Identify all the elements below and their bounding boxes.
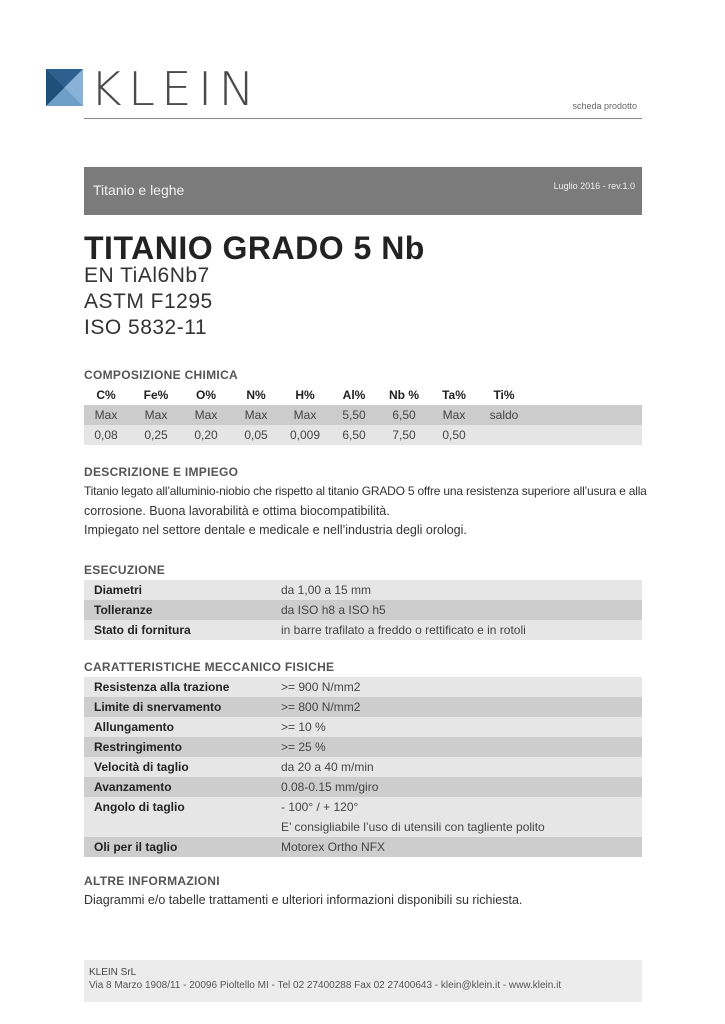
table-row bbox=[84, 580, 642, 600]
row-value: da 1,00 a 15 mm bbox=[281, 583, 372, 597]
comp-cell: 5,50 bbox=[342, 408, 366, 422]
revision-info: Luglio 2016 - rev.1.0 bbox=[553, 181, 635, 191]
comp-cell: Max bbox=[194, 408, 218, 422]
comp-cell: 7,50 bbox=[392, 428, 416, 442]
comp-header-cell: Ti% bbox=[493, 388, 515, 402]
row-value: E’ consigliabile l’uso di utensili con tagliente polito bbox=[281, 820, 545, 834]
comp-cell: saldo bbox=[489, 408, 519, 422]
row-key: Limite di snervamento bbox=[94, 700, 222, 714]
standard-astm: ASTM F1295 bbox=[84, 290, 213, 313]
category-title: Titanio e leghe bbox=[93, 182, 185, 198]
composition-row bbox=[84, 425, 642, 445]
comp-header-cell: N% bbox=[246, 388, 266, 402]
comp-cell: 0,50 bbox=[442, 428, 466, 442]
table-row bbox=[84, 817, 642, 837]
comp-header-cell: Ta% bbox=[442, 388, 466, 402]
row-value: Motorex Ortho NFX bbox=[281, 840, 386, 854]
composition-table bbox=[84, 385, 642, 445]
row-value: 0.08-0.15 mm/giro bbox=[281, 780, 379, 794]
comp-header-cell: Al% bbox=[342, 388, 366, 402]
comp-cell: Max bbox=[144, 408, 168, 422]
comp-cell: 0,05 bbox=[244, 428, 268, 442]
mechanical-table bbox=[84, 677, 642, 857]
row-value: da 20 a 40 m/min bbox=[281, 760, 374, 774]
footer bbox=[84, 960, 642, 1002]
other-info-text: Diagrammi e/o tabelle trattamenti e ulteriori informazioni disponibili su richiesta. bbox=[84, 893, 523, 907]
table-row bbox=[84, 777, 642, 797]
table-row bbox=[84, 797, 642, 817]
description-line: Titanio legato all’alluminio-niobio che rispetto al titanio GRADO 5 offre una resistenza superiore all’usura e alla bbox=[84, 484, 647, 498]
standard-en: EN TiAl6Nb7 bbox=[84, 264, 210, 287]
comp-header-cell: O% bbox=[195, 388, 216, 402]
klein-logo-mark-icon bbox=[46, 69, 83, 106]
row-value: - 100° / + 120° bbox=[281, 800, 359, 814]
comp-cell: Max bbox=[293, 408, 317, 422]
composition-row bbox=[84, 405, 642, 425]
comp-header-cell: H% bbox=[295, 388, 315, 402]
mechanical-title: CARATTERISTICHE MECCANICO FISICHE bbox=[84, 660, 335, 674]
description-text bbox=[84, 482, 647, 541]
execution-table bbox=[84, 580, 642, 640]
comp-header-cell: Fe% bbox=[143, 388, 169, 402]
footer-address: Via 8 Marzo 1908/11 - 20096 Pioltello MI - Tel 02 27400288 Fax 02 27400643 - klein@klein.it - www.klein.it bbox=[89, 980, 562, 991]
composition-title: COMPOSIZIONE CHIMICA bbox=[84, 368, 239, 382]
row-key: Resistenza alla trazione bbox=[94, 680, 230, 694]
category-banner bbox=[84, 167, 642, 215]
row-key: Oli per il taglio bbox=[94, 840, 178, 854]
execution-title: ESECUZIONE bbox=[84, 563, 166, 577]
comp-cell: Max bbox=[244, 408, 268, 422]
row-key: Restringimento bbox=[94, 740, 183, 754]
row-key: Velocità di taglio bbox=[94, 760, 189, 774]
row-key: Allungamento bbox=[94, 720, 174, 734]
row-value: da ISO h8 a ISO h5 bbox=[281, 603, 386, 617]
composition-header-row bbox=[84, 385, 642, 405]
standard-iso: ISO 5832-11 bbox=[84, 316, 208, 339]
comp-cell: Max bbox=[94, 408, 118, 422]
description-title: DESCRIZIONE E IMPIEGO bbox=[84, 465, 239, 479]
comp-cell: 0,20 bbox=[194, 428, 218, 442]
description-line: Impiegato nel settore dentale e medicale e nell’industria degli orologi. bbox=[84, 523, 467, 537]
comp-cell: 6,50 bbox=[342, 428, 366, 442]
description-line: corrosione. Buona lavorabilità e ottima biocompatibilità. bbox=[84, 503, 390, 518]
other-info-title: ALTRE INFORMAZIONI bbox=[84, 874, 220, 888]
table-row bbox=[84, 757, 642, 777]
row-value: >= 800 N/mm2 bbox=[281, 700, 361, 714]
comp-cell: Max bbox=[442, 408, 466, 422]
row-key: Stato di fornitura bbox=[94, 623, 191, 637]
row-value: >= 25 % bbox=[281, 740, 326, 754]
table-row bbox=[84, 837, 642, 857]
comp-cell: 6,50 bbox=[392, 408, 416, 422]
table-row bbox=[84, 620, 642, 640]
footer-company: KLEIN SrL bbox=[89, 967, 137, 978]
comp-cell: 0,25 bbox=[144, 428, 168, 442]
comp-cell: 0,08 bbox=[94, 428, 118, 442]
comp-header-cell: Nb % bbox=[389, 388, 419, 402]
row-value: in barre trafilato a freddo o rettificato e in rotoli bbox=[281, 623, 526, 637]
klein-logo bbox=[46, 62, 266, 116]
brand-name: KLEIN bbox=[90, 62, 261, 116]
row-value: >= 10 % bbox=[281, 720, 326, 734]
comp-header-cell: C% bbox=[96, 388, 116, 402]
row-value: >= 900 N/mm2 bbox=[281, 680, 361, 694]
comp-cell: 0,009 bbox=[289, 428, 321, 442]
header-divider bbox=[84, 118, 642, 119]
row-key: Avanzamento bbox=[94, 780, 172, 794]
table-row bbox=[84, 717, 642, 737]
table-row bbox=[84, 677, 642, 697]
row-key: Tolleranze bbox=[94, 603, 153, 617]
product-title: TITANIO GRADO 5 Nb bbox=[84, 230, 425, 266]
row-key: Angolo di taglio bbox=[94, 800, 185, 814]
table-row bbox=[84, 697, 642, 717]
row-key: Diametri bbox=[94, 583, 143, 597]
table-row bbox=[84, 737, 642, 757]
table-row bbox=[84, 600, 642, 620]
document-type: scheda prodotto bbox=[572, 101, 637, 111]
